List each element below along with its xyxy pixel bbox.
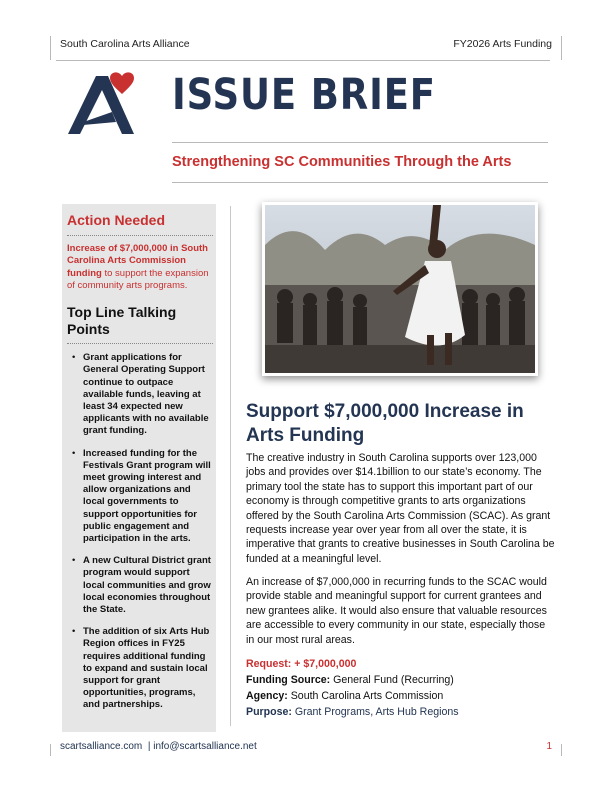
main-paragraph-2: An increase of $7,000,000 in recurring funds to the SCAC would provide stable and meaningful support for current grantees and new grantees alike. It would also ensure that valuable resources are accessible to every community in our state, especially those in our most rural areas. [246,576,547,646]
main-heading: Support $7,000,000 Increase in Arts Funding [246,401,524,446]
sidebar-divider [67,235,213,236]
action-ask-rest: to support the expansion of community arts programs. [67,267,209,291]
header-org: South Carolina Arts Alliance [60,38,190,50]
action-heading: Action Needed [67,212,166,228]
page-subtitle: Strengthening SC Communities Through the Arts [172,154,512,170]
sidebar [62,204,216,732]
dancer-photo [262,202,538,376]
footer-website-link[interactable]: scartsalliance.com [60,741,143,752]
talking-point: • The addition of six Arts Hub Region offices in FY25 requires additional funding to expand and sustain local support for grant opportunities, programs, and partnerships. [67,626,213,711]
page-title: ISSUE BRIEF [172,70,436,120]
agency-line [246,689,443,703]
sidebar-divider [67,343,213,344]
funding-source-value: General Fund (Recurring) [330,674,454,686]
talking-point: • A new Cultural District grant program would support local communities and grow local economies throughout the State. [67,555,213,616]
action-text [67,243,213,292]
footer-separator: | [145,741,151,752]
agency-label: Agency: [246,690,288,702]
purpose-value: Grant Programs, Arts Hub Regions [291,706,459,718]
action-ask-bold: Increase of $7,000,000 in South Carolina Arts Commission funding [67,243,208,279]
footer-email-link[interactable]: info@scartsalliance.net [153,741,257,752]
footer-rule-right [561,744,562,756]
page-number: 1 [546,741,552,752]
frame-rule-right [561,36,562,60]
main-paragraph-1: The creative industry in South Carolina supports over 123,000 jobs and provides over $14.1billion to our state’s economy. The primary tool the state has to support this important part of our economy is through competitive grants to arts organizations offered by the South Carolina Arts Commission (SCAC). As grant requests increase year over year from all over the state, it is imperative that grants to creative businesses in South Carolina be funded at a meaningful level. [246,452,555,565]
talking-point: • Increased funding for the Festivals Grant program will meet growing interest and allow organizations and local governments to support opportunities for public engagement and participation in the arts. [67,448,213,546]
subtitle-divider [172,182,548,183]
funding-source-label: Funding Source: [246,674,331,686]
purpose-label: Purpose: [246,706,292,718]
funding-source-line [246,673,454,687]
title-divider [172,142,548,143]
talking-points-heading: Top Line Talking Points [67,304,177,338]
request-line: Request: + $7,000,000 [246,658,357,670]
frame-rule-left [50,36,51,60]
alliance-logo [62,68,138,140]
purpose-line [246,705,459,719]
talking-points-list [67,352,213,711]
header-program: FY2026 Arts Funding [453,38,552,50]
footer-contact [60,741,257,752]
footer-rule-left [50,744,51,756]
header-divider [56,60,550,61]
agency-value: South Carolina Arts Commission [287,690,444,702]
talking-point: • Grant applications for General Operating Support continue to outpace available funds, leaving at least 34 expected new applicants with no available grant funding. [67,352,213,437]
column-divider [230,206,231,726]
